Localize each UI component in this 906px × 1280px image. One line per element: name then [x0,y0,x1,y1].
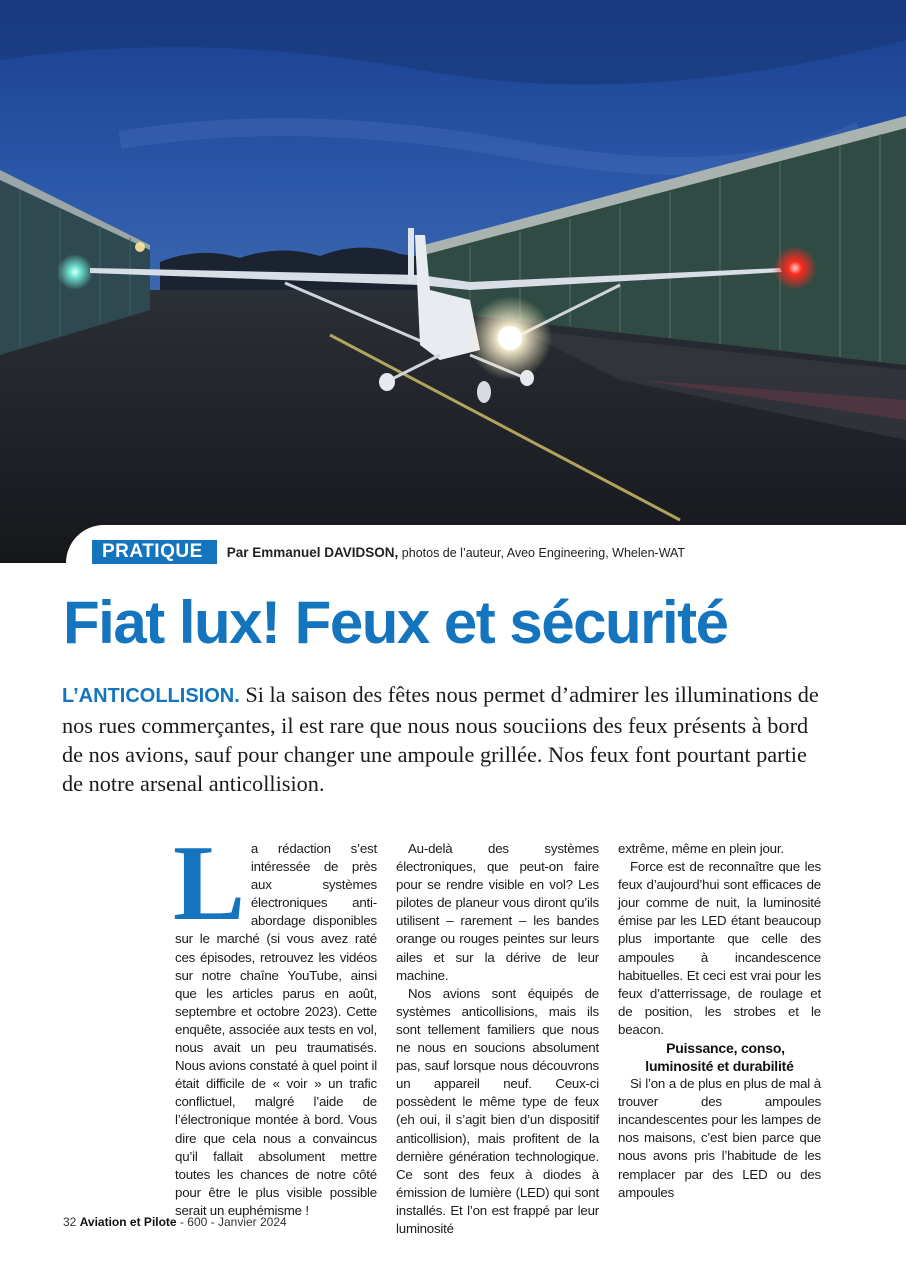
drop-cap: L [173,824,245,943]
byline [227,545,685,560]
body-column-3 [618,840,821,1202]
page-footer [63,1215,287,1229]
body-paragraph: Nos avions sont équipés de systèmes anticollisions, mais ils sont tellement familiers que nous ne nous en soucions absolument pas, sauf lorsque nous découvrons un appareil neuf. Ceux-ci possèdent le même type de feux (eh oui, il s’agit bien d’un dispositif anticollision), mais profitent de la dernière génération technologique. Ce sont des feux à diodes à émission de lumière (LED) qui sont installés. Et l’on est frappé par leur luminosité [396,985,599,1236]
photo-credits: photos de l’auteur, Aveo Engineering, Whelen-WAT [401,545,686,560]
lead-paragraph [62,680,822,798]
magazine-name: Aviation et Pilote [79,1215,177,1229]
body-paragraph: extrême, même en plein jour. [618,841,784,856]
body-paragraph: Si l’on a de plus en plus de mal à trouver des ampoules incandescentes pour les lampes de nos maisons, c’est bien parce que nous avons pris l’habitude de les remplacer par des LED ou des ampoules [618,1076,821,1200]
body-column-1 [173,824,377,1220]
body-paragraph: Au-delà des systèmes électroniques, que peut-on faire pour se rendre visible en vol? Les pilotes de planeur vous diront qu’ils utilisent – rarement – les bandes orange ou rouges peintes sur leurs ailes et sur la dérive de leur machine. [396,841,599,983]
lead-label: L’ANTICOLLISION. [62,685,240,707]
subheading-line-1: Puissance, conso, [666,1040,785,1057]
body-paragraph: a rédaction s’est intéressée de près aux systèmes électroniques anti-abordage disponibles sur le marché (si vous avez raté ces épisodes, retrouvez les vidéos sur notre chaîne YouTube, ainsi que les articles parus en août, septembre et octobre 2023). Cette enquête, associée aux tests en vol, nous avait un peu traumatisés. Nous avions constaté à quel point il était difficile de « voir » un trafic conflictuel, malgré l’aide de l’électronique montée à bord. Vous dire que cela nous a convaincus qu’il fallait absolument mettre toutes les chances de notre côté pour être le plus visible possible serait un euphémisme ! [175,841,377,1218]
body-paragraph: Force est de reconnaître que les feux d’aujourd’hui sont efficaces de jour comme de nuit, la luminosité émise par les LED étant beaucoup plus importante que celle des ampoules à incandescence habituelles. Et ceci est vrai pour les feux d’atterrissage, de roulage et de position, les strobes et le beacon. [618,859,821,1037]
article-title: Fiat lux! Feux et sécurité [63,589,728,656]
hero-photo [0,0,906,563]
section-tag: PRATIQUE [92,540,217,564]
subheading-line-2: luminosité et durabilité [645,1058,794,1075]
author-name: Par Emmanuel DAVIDSON, [226,544,399,560]
body-column-2 [396,840,599,1238]
lead-text: Si la saison des fêtes nous permet d’admirer les illuminations de nos rues commerçantes, il est rare que nous nous souciions des feux présents à bord de nos avions, sauf pour changer une ampoule grillée. Nos feux font pourtant partie de notre arsenal anticollision. [62,682,819,796]
issue-info: - 600 - Janvier 2024 [179,1215,287,1229]
page-number: 32 [63,1215,77,1229]
article-header [92,540,685,564]
subheading [618,1039,821,1075]
